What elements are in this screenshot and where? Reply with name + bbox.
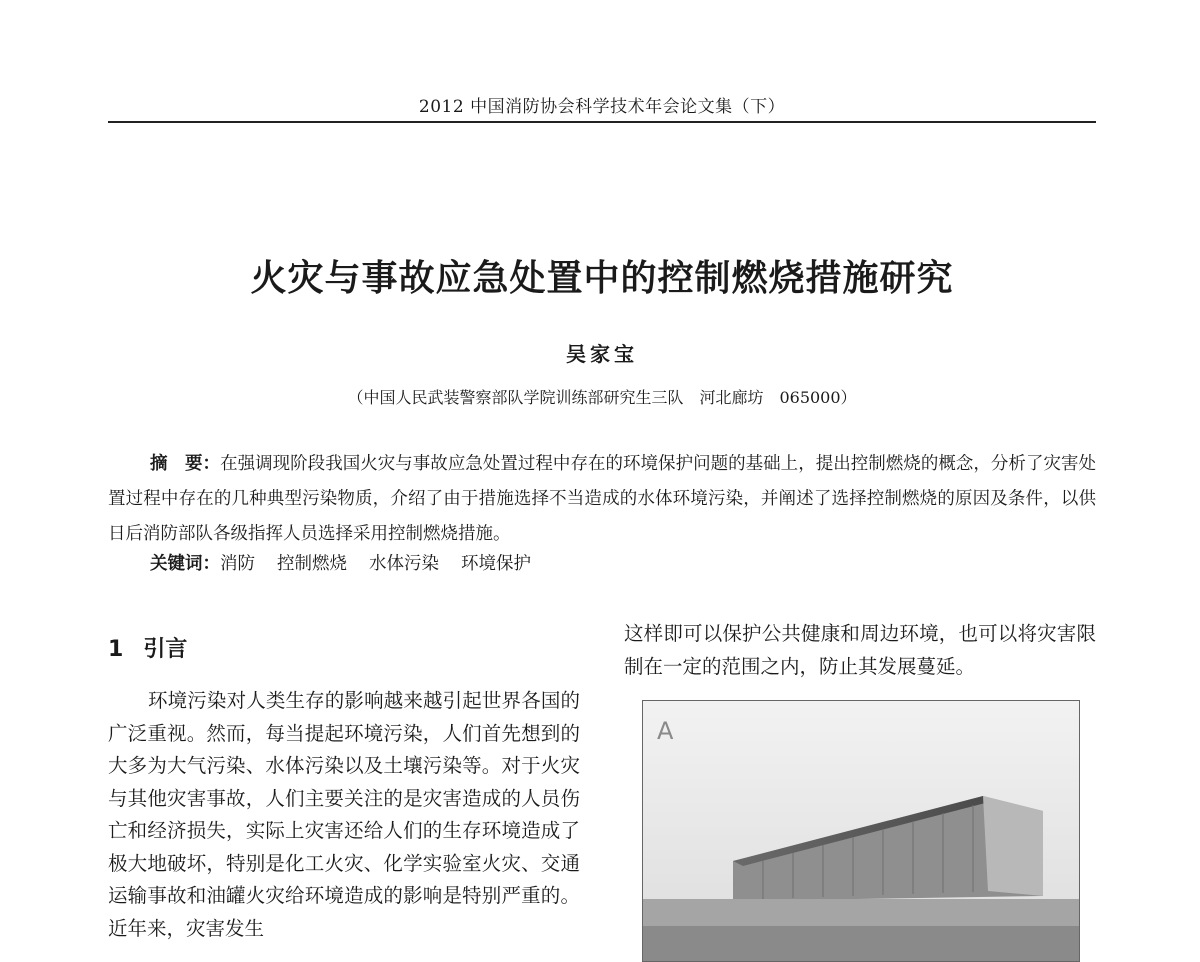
keyword: 控制燃烧 <box>277 554 347 574</box>
header-rule <box>108 121 1096 123</box>
figure-panel-label: A <box>657 717 674 745</box>
keyword: 水体污染 <box>369 554 439 574</box>
section-number: 1 <box>108 637 124 662</box>
warehouse-photo-illustration <box>643 701 1079 961</box>
keyword: 消防 <box>220 554 255 574</box>
keywords-label: 关键词： <box>150 554 220 574</box>
section-heading <box>108 632 187 663</box>
section-title: 引言 <box>143 637 188 662</box>
paper-title: 火灾与事故应急处置中的控制燃烧措施研究 <box>250 257 954 299</box>
keywords <box>150 550 1090 575</box>
author-name: 吴家宝 <box>566 342 638 366</box>
author-affiliation: （中国人民武装警察部队学院训练部研究生三队 河北廊坊 065000） <box>347 388 857 407</box>
figure-photo <box>642 700 1080 962</box>
running-header: 2012 中国消防协会科学技术年会论文集（下） <box>418 97 786 117</box>
left-column-text: 环境污染对人类生存的影响越来越引起世界各国的广泛重视。然而，每当提起环境污染，人们首先想到的大多为大气污染、水体污染以及土壤污染等。对于火灾与其他灾害事故，人们主要关注的是灾害造成的人员伤亡和经济损失，实际上灾害还给人们的生存环境造成了极大地破坏，特别是化工火灾、化学实验室火灾、交通运输事故和油罐火灾给环境造成的影响是特别严重的。近年来，灾害发生 <box>108 689 580 940</box>
abstract <box>108 447 1096 552</box>
abstract-label: 摘 要： <box>150 454 221 474</box>
abstract-text: 在强调现阶段我国火灾与事故应急处置过程中存在的环境保护问题的基础上，提出控制燃烧的概念，分析了灾害处置过程中存在的几种典型污染物质，介绍了由于措施选择不当造成的水体环境污染，并阐述了选择控制燃烧的原因及条件，以供日后消防部队各级指挥人员选择采用控制燃烧措施。 <box>108 454 1096 544</box>
keyword: 环境保护 <box>461 554 531 574</box>
right-column-text: 这样即可以保护公共健康和周边环境，也可以将灾害限制在一定的范围之内，防止其发展蔓延。 <box>624 622 1096 678</box>
